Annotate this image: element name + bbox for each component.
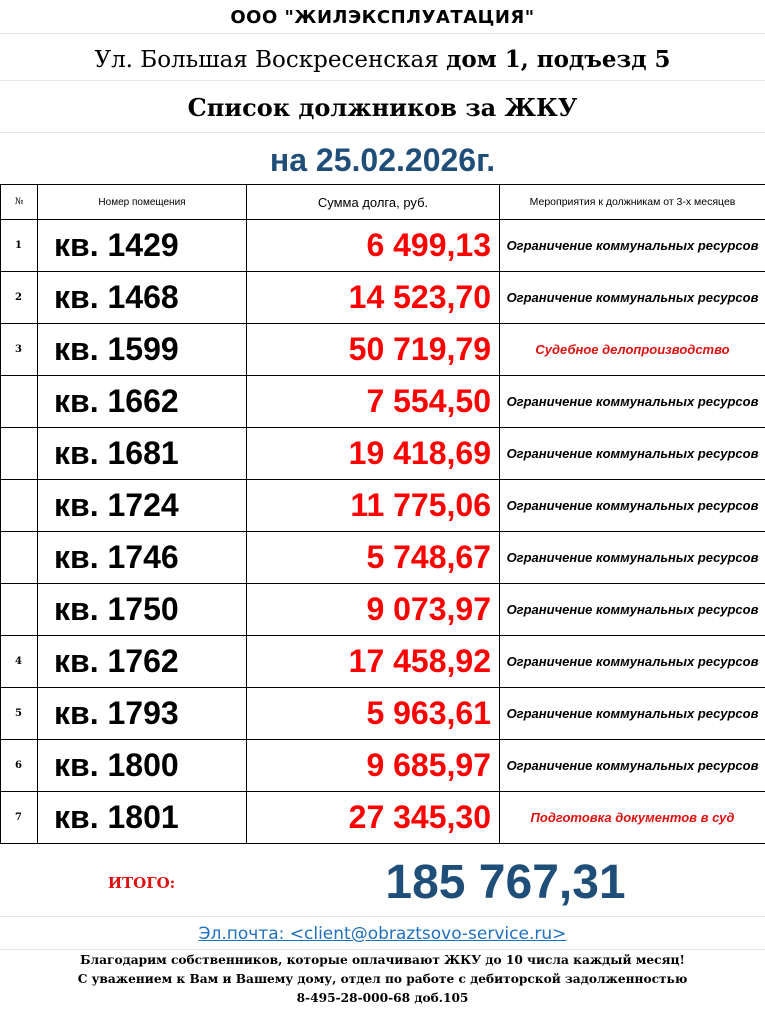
row-number bbox=[1, 584, 38, 636]
room-number: кв. 1429 bbox=[38, 220, 247, 272]
email-address: <client@obraztsovo-service.ru> bbox=[289, 924, 567, 944]
debtor-action: Ограничение коммунальных ресурсов bbox=[500, 220, 765, 272]
table-row bbox=[1, 636, 765, 688]
debtor-action: Ограничение коммунальных ресурсов bbox=[500, 532, 765, 584]
column-header-debt-sum: Сумма долга, руб. bbox=[247, 185, 500, 220]
row-number: 2 bbox=[1, 272, 38, 324]
column-header-number: № bbox=[1, 185, 38, 220]
row-number bbox=[1, 532, 38, 584]
room-number: кв. 1793 bbox=[38, 688, 247, 740]
totals-row bbox=[0, 849, 765, 915]
table-row bbox=[1, 428, 765, 480]
table-header-row bbox=[1, 185, 765, 220]
table-row bbox=[1, 584, 765, 636]
debtor-action: Подготовка документов в суд bbox=[500, 792, 765, 844]
thanks-note: Благодарим собственников, которые оплачивают ЖКУ до 10 числа каждый месяц! bbox=[80, 953, 685, 967]
regards-note: С уважением к Вам и Вашему дому, отдел по работе с дебиторской задолженностью bbox=[77, 972, 688, 986]
row-number: 6 bbox=[1, 740, 38, 792]
table-row bbox=[1, 272, 765, 324]
debtors-table bbox=[0, 184, 765, 844]
room-number: кв. 1724 bbox=[38, 480, 247, 532]
debt-amount: 11 775,06 bbox=[247, 480, 500, 532]
row-number bbox=[1, 376, 38, 428]
room-number: кв. 1599 bbox=[38, 324, 247, 376]
debtor-action: Ограничение коммунальных ресурсов bbox=[500, 272, 765, 324]
report-date: на 25.02.2026г. bbox=[269, 142, 496, 178]
debt-amount: 9 685,97 bbox=[247, 740, 500, 792]
table-row bbox=[1, 688, 765, 740]
room-number: кв. 1750 bbox=[38, 584, 247, 636]
debtor-action: Ограничение коммунальных ресурсов bbox=[500, 428, 765, 480]
table-row bbox=[1, 740, 765, 792]
debt-amount: 27 345,30 bbox=[247, 792, 500, 844]
table-row bbox=[1, 376, 765, 428]
email-link[interactable] bbox=[199, 924, 567, 944]
column-header-room: Номер помещения bbox=[38, 185, 247, 220]
building-address bbox=[0, 34, 765, 80]
row-number bbox=[1, 480, 38, 532]
company-name: ООО "ЖИЛЭКСПЛУАТАЦИЯ" bbox=[230, 7, 535, 28]
row-number: 3 bbox=[1, 324, 38, 376]
room-number: кв. 1681 bbox=[38, 428, 247, 480]
room-number: кв. 1762 bbox=[38, 636, 247, 688]
debtor-action: Ограничение коммунальных ресурсов bbox=[500, 688, 765, 740]
table-row bbox=[1, 220, 765, 272]
debtor-action: Судебное делопроизводство bbox=[500, 324, 765, 376]
debtor-action: Ограничение коммунальных ресурсов bbox=[500, 480, 765, 532]
address-house: дом 1, подъезд 5 bbox=[446, 46, 671, 73]
debt-amount: 19 418,69 bbox=[247, 428, 500, 480]
debt-amount: 5 963,61 bbox=[247, 688, 500, 740]
table-row bbox=[1, 792, 765, 844]
debt-amount: 6 499,13 bbox=[247, 220, 500, 272]
total-amount: 185 767,31 bbox=[385, 856, 626, 909]
debtor-action: Ограничение коммунальных ресурсов bbox=[500, 740, 765, 792]
list-title: Список должников за ЖКУ bbox=[187, 93, 578, 122]
room-number: кв. 1468 bbox=[38, 272, 247, 324]
room-number: кв. 1662 bbox=[38, 376, 247, 428]
contact-email-row bbox=[0, 917, 765, 949]
room-number: кв. 1746 bbox=[38, 532, 247, 584]
row-number: 4 bbox=[1, 636, 38, 688]
table-row bbox=[1, 324, 765, 376]
room-number: кв. 1801 bbox=[38, 792, 247, 844]
row-number: 7 bbox=[1, 792, 38, 844]
debtor-action: Ограничение коммунальных ресурсов bbox=[500, 376, 765, 428]
table-row bbox=[1, 480, 765, 532]
debt-amount: 14 523,70 bbox=[247, 272, 500, 324]
debtor-action: Ограничение коммунальных ресурсов bbox=[500, 636, 765, 688]
debt-amount: 9 073,97 bbox=[247, 584, 500, 636]
debt-amount: 7 554,50 bbox=[247, 376, 500, 428]
contact-phone: 8-495-28-000-68 доб.105 bbox=[296, 991, 469, 1005]
debt-amount: 5 748,67 bbox=[247, 532, 500, 584]
table-row bbox=[1, 532, 765, 584]
row-number: 5 bbox=[1, 688, 38, 740]
debt-amount: 50 719,79 bbox=[247, 324, 500, 376]
address-street: Ул. Большая Воскресенская bbox=[94, 47, 439, 73]
row-number bbox=[1, 428, 38, 480]
debtor-action: Ограничение коммунальных ресурсов bbox=[500, 584, 765, 636]
total-label: ИТОГО: bbox=[107, 874, 176, 892]
row-number: 1 bbox=[1, 220, 38, 272]
room-number: кв. 1800 bbox=[38, 740, 247, 792]
debt-amount: 17 458,92 bbox=[247, 636, 500, 688]
email-label: Эл.почта: bbox=[198, 924, 290, 944]
column-header-action: Мероприятия к должникам от 3-х месяцев bbox=[500, 185, 765, 220]
totals-spacer bbox=[0, 849, 37, 915]
